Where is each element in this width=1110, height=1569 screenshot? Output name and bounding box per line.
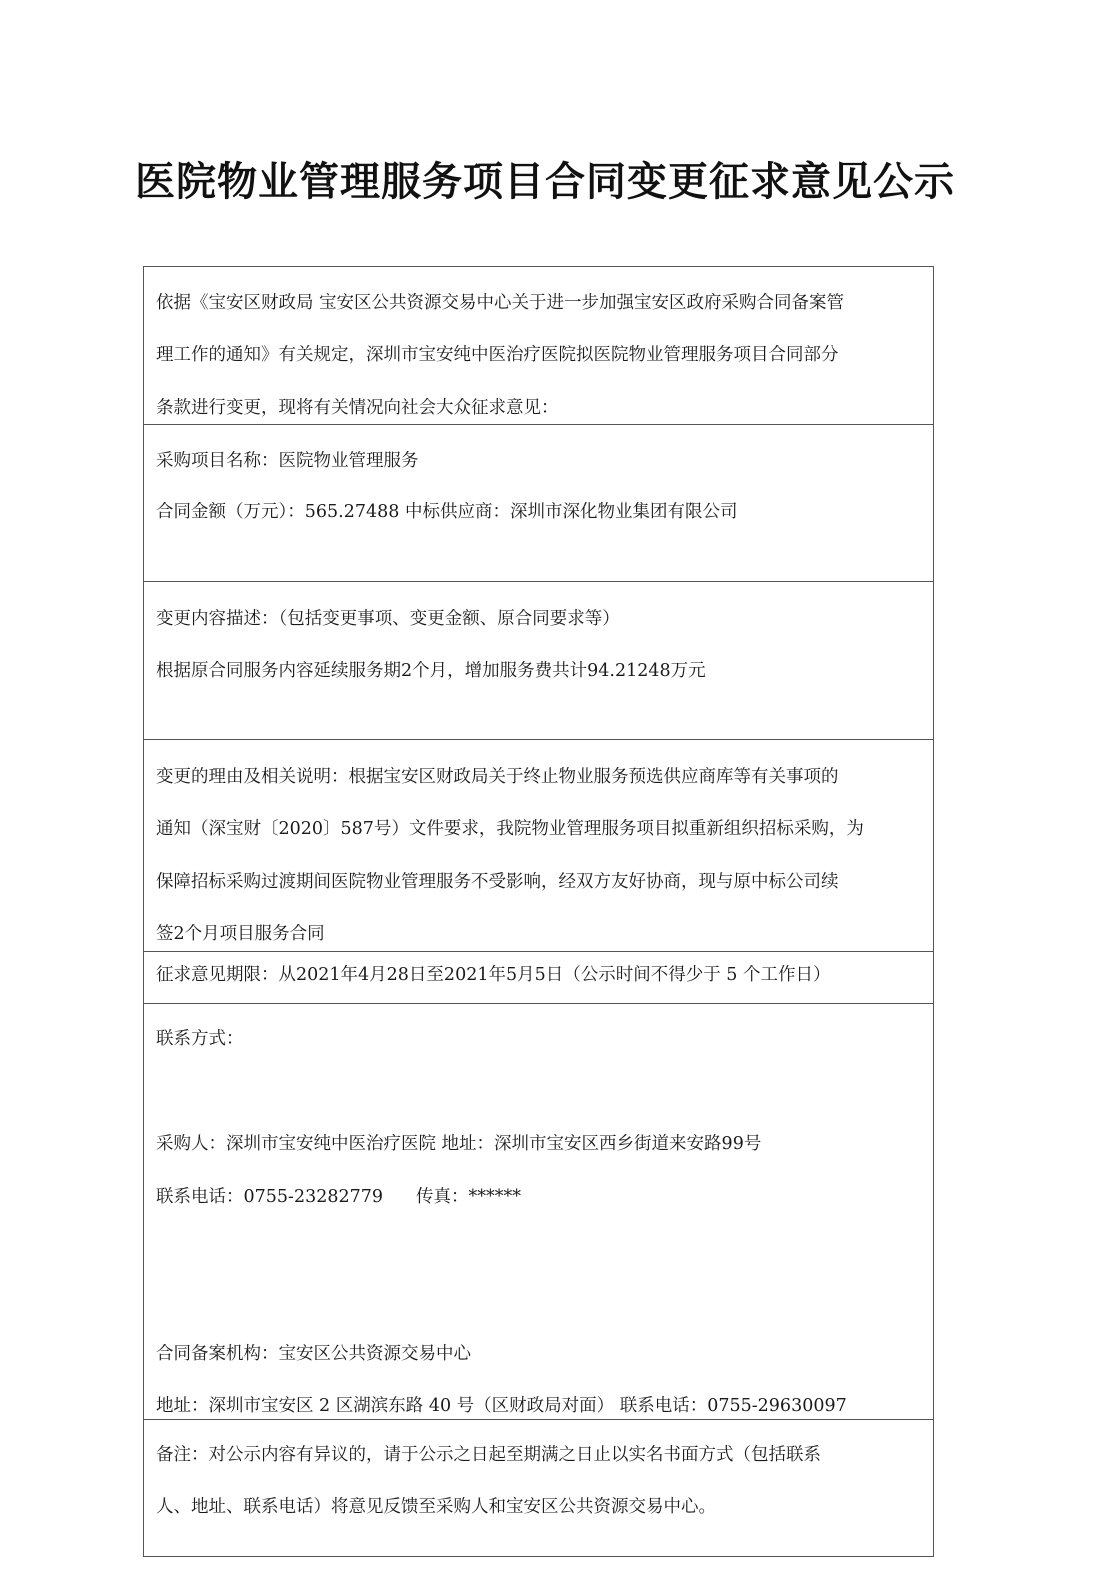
intro-line-1: 依据《宝安区财政局 宝安区公共资源交易中心关于进一步加强宝安区政府采购合同备案管	[156, 293, 845, 313]
change-detail: 根据原合同服务内容延续服务期2个月，增加服务费共计94.21248万元	[156, 661, 706, 681]
notice-table	[143, 266, 934, 1557]
filing-agency: 合同备案机构：宝安区公共资源交易中心	[156, 1344, 471, 1364]
period-section	[144, 951, 933, 1003]
change-heading: 变更内容描述：（包括变更事项、变更金额、原合同要求等）	[156, 609, 620, 629]
page-title: 医院物业管理服务项目合同变更征求意见公示	[135, 159, 955, 205]
contact-section	[144, 1003, 933, 1419]
agency-address: 地址：深圳市宝安区 2 区湖滨东路 40 号（区财政局对面） 联系电话：0755-29630097	[156, 1396, 847, 1416]
comment-period: 征求意见期限：从2021年4月28日至2021年5月5日（公示时间不得少于 5 个工作日）	[156, 965, 831, 985]
remark-line-1: 备注：对公示内容有异议的，请于公示之日起至期满之日止以实名书面方式（包括联系	[156, 1445, 821, 1465]
contract-amount: 合同金额（万元）：565.27488 中标供应商：深圳市深化物业集团有限公司	[156, 502, 738, 522]
reason-line-3: 保障招标采购过渡期间医院物业管理服务不受影响，经双方友好协商，现与原中标公司续	[156, 872, 839, 892]
contact-fax: 传真：******	[416, 1187, 521, 1207]
intro-line-3: 条款进行变更，现将有关情况向社会大众征求意见：	[156, 398, 559, 418]
reason-section	[144, 739, 933, 951]
project-name: 采购项目名称：医院物业管理服务	[156, 451, 419, 471]
contact-heading: 联系方式：	[156, 1029, 244, 1049]
remark-section	[144, 1419, 933, 1558]
reason-line-4: 签2个月项目服务合同	[156, 924, 325, 944]
intro-line-2: 理工作的通知》有关规定，深圳市宝安纯中医治疗医院拟医院物业管理服务项目合同部分	[156, 345, 839, 365]
remark-line-2: 人、地址、联系电话）将意见反馈至采购人和宝安区公共资源交易中心。	[156, 1497, 716, 1517]
change-section	[144, 581, 933, 739]
purchaser-info: 采购人：深圳市宝安纯中医治疗医院 地址：深圳市宝安区西乡街道来安路99号	[156, 1134, 762, 1154]
reason-line-1: 变更的理由及相关说明：根据宝安区财政局关于终止物业服务预选供应商库等有关事项的	[156, 767, 839, 787]
intro-section	[144, 267, 933, 424]
project-section	[144, 424, 933, 581]
contact-phone: 联系电话：0755-23282779	[156, 1187, 384, 1207]
reason-line-2: 通知（深宝财〔2020〕587号）文件要求，我院物业管理服务项目拟重新组织招标采购，为	[156, 819, 864, 839]
